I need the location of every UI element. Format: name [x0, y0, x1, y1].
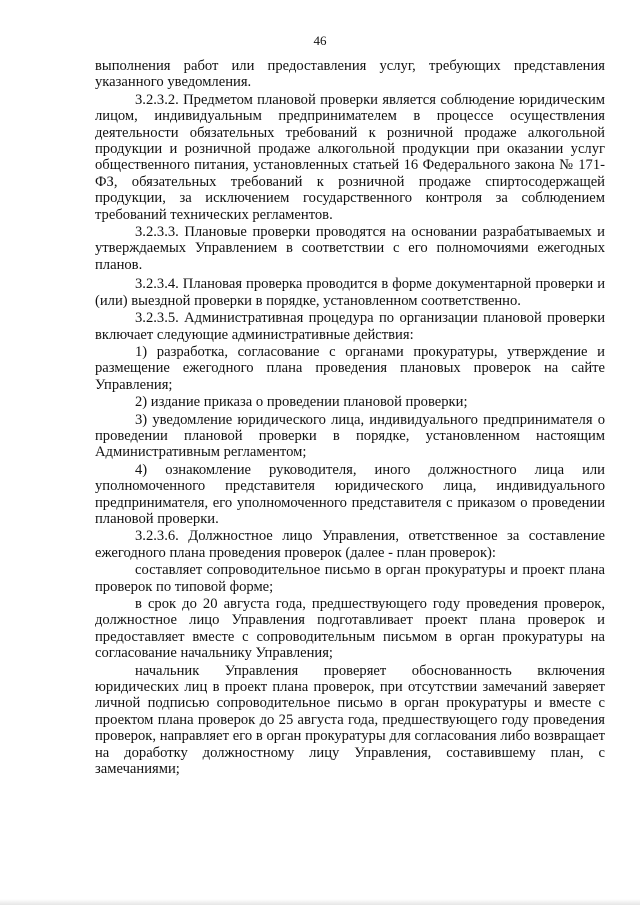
duty-item-3: начальник Управления проверяет обоснованность включения юридических лиц в проект плана проверок, при отсутствии замечаний заверяет личной подписью сопроводительное письмо в орган прокуратуры и вместе с проектом плана проверок до 25 августа года, предшествующего году проведения проверок, направляет его в орган прокуратуры для согласования либо возвращает на доработку должностному лицу Управления, составившему план, с замечаниями; [95, 662, 605, 778]
paragraph-3-2-3-4: 3.2.3.4. Плановая проверка проводится в форме документарной проверки и (или) выездной проверки в порядке, установленном соответственно. [95, 276, 605, 309]
paragraph-3-2-3-5: 3.2.3.5. Административная процедура по организации плановой проверки включает следующие административные действия: [95, 310, 605, 343]
paragraph-3-2-3-2: 3.2.3.2. Предметом плановой проверки является соблюдение юридическим лицом, индивидуальным предпринимателем в процессе осуществления деятельности обязательных требований к розничной продаже алкогольной продукции и розничной продаже алкогольной продукции при оказании услуг общественного питания, установленных статьей 16 Федерального закона № 171-ФЗ, обязательных требований к розничной продаже спиртосодержащей продукции, за исключением государственного контроля за соблюдением требований технических регламентов. [95, 91, 605, 223]
duty-item-2: в срок до 20 августа года, предшествующего году проведения проверок, должностное лицо Управления подготавливает проект плана проверок и предоставляет вместе с сопроводительным письмом в орган прокуратуры на согласование начальнику Управления; [95, 596, 605, 662]
duty-item-1: составляет сопроводительное письмо в орган прокуратуры и проект плана проверок по типовой форме; [95, 562, 605, 595]
paragraph-3-2-3-3: 3.2.3.3. Плановые проверки проводятся на основании разрабатываемых и утверждаемых Управлением в соответствии с его полномочиями ежегодных планов. [95, 224, 605, 273]
paragraph-continuation: выполнения работ или предоставления услуг, требующих представления указанного уведомления. [95, 58, 605, 91]
list-item-3: 3) уведомление юридического лица, индивидуального предпринимателя о проведении плановой проверки в порядке, установленном настоящим Административным регламентом; [95, 411, 605, 461]
list-item-1: 1) разработка, согласование с органами прокуратуры, утверждение и размещение ежегодного плана проведения плановых проверок на сайте Управления; [95, 343, 605, 393]
page-number: 46 [313, 33, 327, 48]
list-item-4: 4) ознакомление руководителя, иного должностного лица или уполномоченного представителя юридического лица, индивидуального предпринимателя, его уполномоченного представителя с приказом о проведении плановой проверки. [95, 461, 605, 527]
list-item-2: 2) издание приказа о проведении плановой проверки; [135, 394, 468, 411]
document-body [95, 58, 605, 778]
paragraph-3-2-3-6: 3.2.3.6. Должностное лицо Управления, ответственное за составление ежегодного плана проведения проверок (далее - план проверок): [95, 528, 605, 561]
scan-edge [0, 899, 640, 905]
